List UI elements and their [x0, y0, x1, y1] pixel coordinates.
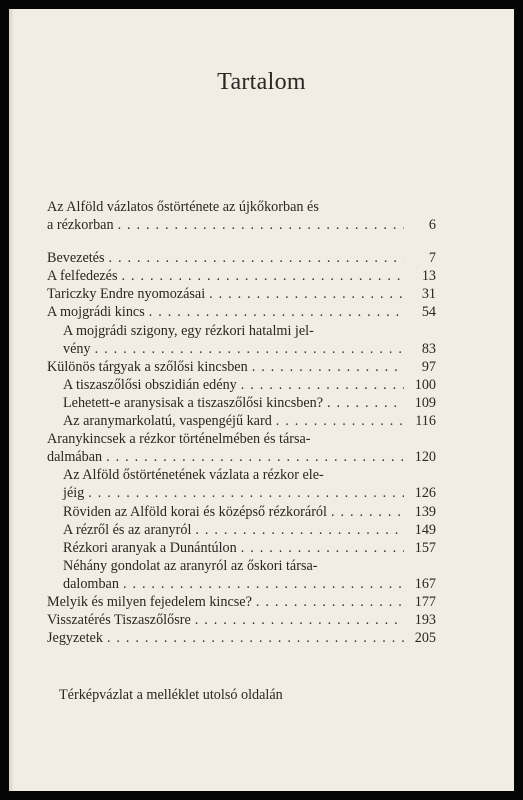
toc-entry-page: 7	[428, 250, 436, 267]
toc-entry-title: Tariczky Endre nyomozásai	[47, 286, 206, 303]
toc-entry-page: 31	[421, 286, 436, 303]
toc-entry-page: 97	[421, 358, 436, 375]
toc-entry-title: A mojgrádi kincs	[47, 304, 145, 321]
dot-leader	[205, 285, 404, 303]
toc-entry-page: 157	[414, 539, 436, 556]
toc-entry-title: Jegyzetek	[47, 630, 103, 647]
dot-leader	[272, 412, 404, 430]
dot-leader	[91, 340, 404, 358]
toc-entry-title: Röviden az Alföld korai és középső rézkoráról	[63, 503, 327, 520]
toc-entry	[47, 303, 436, 321]
toc-entry-page: 139	[414, 503, 436, 520]
toc-entry	[47, 575, 436, 593]
toc-entry	[47, 539, 436, 557]
toc-entry-page: 205	[414, 630, 436, 647]
table-of-contents	[47, 198, 436, 647]
toc-entry-page: 83	[421, 340, 436, 357]
toc-entry-title: Visszatérés Tiszaszőlősre	[47, 612, 191, 629]
toc-entry-title: dalomban	[63, 575, 119, 592]
toc-entry-title: Rézkori aranyak a Dunántúlon	[63, 539, 237, 556]
dot-leader	[248, 358, 404, 376]
toc-entry-page: 120	[414, 449, 436, 466]
toc-entry-title: Az Alföld vázlatos őstörténete az újkőkorban és	[47, 199, 319, 215]
toc-entry-title: jéig	[63, 485, 85, 502]
toc-entry-title: A rézről és az aranyról	[63, 521, 192, 538]
toc-entry-page: 126	[414, 485, 436, 502]
toc-entry	[47, 285, 436, 303]
toc-entry-page: 177	[414, 593, 436, 610]
dot-leader	[102, 448, 404, 466]
toc-entry	[47, 412, 436, 430]
toc-entry-page: 6	[428, 217, 436, 234]
toc-entry	[47, 267, 436, 285]
toc-entry-title: Bevezetés	[47, 250, 105, 267]
toc-entry	[47, 198, 436, 216]
page-title: Tartalom	[217, 69, 306, 95]
book-page	[9, 9, 514, 791]
dot-leader	[237, 376, 404, 394]
toc-entry-page: 116	[415, 413, 436, 430]
toc-entry-title: Különös tárgyak a szőlősi kincsben	[47, 358, 248, 375]
toc-entry	[47, 466, 436, 484]
toc-entry	[47, 503, 436, 521]
dot-leader	[323, 394, 404, 412]
toc-entry-title: Lehetett-e aranysisak a tiszaszőlősi kincsben?	[63, 394, 324, 411]
toc-entry	[47, 340, 436, 358]
toc-entry-title: A felfedezés	[47, 268, 118, 285]
toc-entry-title: dalmában	[47, 449, 103, 466]
dot-leader	[191, 611, 404, 629]
toc-entry	[47, 593, 436, 611]
toc-entry	[47, 322, 436, 340]
dot-leader	[191, 521, 404, 539]
toc-entry-title: Az aranymarkolatú, vaspengéjű kard	[63, 413, 272, 430]
toc-entry-page: 193	[414, 612, 436, 629]
toc-entry-title: Az Alföld őstörténetének vázlata a rézkor ele-	[63, 467, 324, 484]
toc-entry-page: 149	[414, 521, 436, 538]
dot-leader	[114, 216, 404, 234]
toc-entry	[47, 376, 436, 394]
toc-entry	[47, 358, 436, 376]
toc-entry-page: 100	[414, 376, 436, 393]
toc-entry	[47, 629, 436, 647]
dot-leader	[103, 629, 404, 647]
dot-leader	[145, 303, 404, 321]
dot-leader	[252, 593, 404, 611]
dot-leader	[84, 484, 404, 502]
toc-entry-title: Néhány gondolat az aranyról az őskori társa-	[63, 557, 318, 574]
toc-entry-title: vény	[63, 340, 91, 357]
dot-leader	[237, 539, 404, 557]
toc-entry	[47, 394, 436, 412]
toc-entry-title: A tiszaszőlősi obszidián edény	[63, 376, 237, 393]
map-note: Térképvázlat a melléklet utolsó oldalán	[59, 687, 283, 703]
toc-entry	[47, 484, 436, 502]
toc-entry	[47, 521, 436, 539]
dot-leader	[118, 267, 404, 285]
toc-entry	[47, 557, 436, 575]
toc-entry	[47, 611, 436, 629]
toc-entry-title: A mojgrádi szigony, egy rézkori hatalmi jel-	[63, 322, 314, 339]
toc-entry	[47, 448, 436, 466]
toc-entry-title: Melyik és milyen fejedelem kincse?	[47, 593, 252, 610]
toc-entry-page: 109	[414, 394, 436, 411]
spacer	[47, 234, 436, 249]
dot-leader	[327, 503, 404, 521]
toc-entry-title: a rézkorban	[47, 217, 114, 234]
toc-entry-page: 54	[421, 304, 436, 321]
toc-entry	[47, 430, 436, 448]
toc-entry-title: Aranykincsek a rézkor történelmében és társa-	[47, 431, 311, 448]
dot-leader	[119, 575, 404, 593]
toc-entry	[47, 249, 436, 267]
toc-entry-page: 167	[414, 575, 436, 592]
toc-entry	[47, 216, 436, 234]
dot-leader	[105, 249, 404, 267]
toc-entry-page: 13	[421, 268, 436, 285]
